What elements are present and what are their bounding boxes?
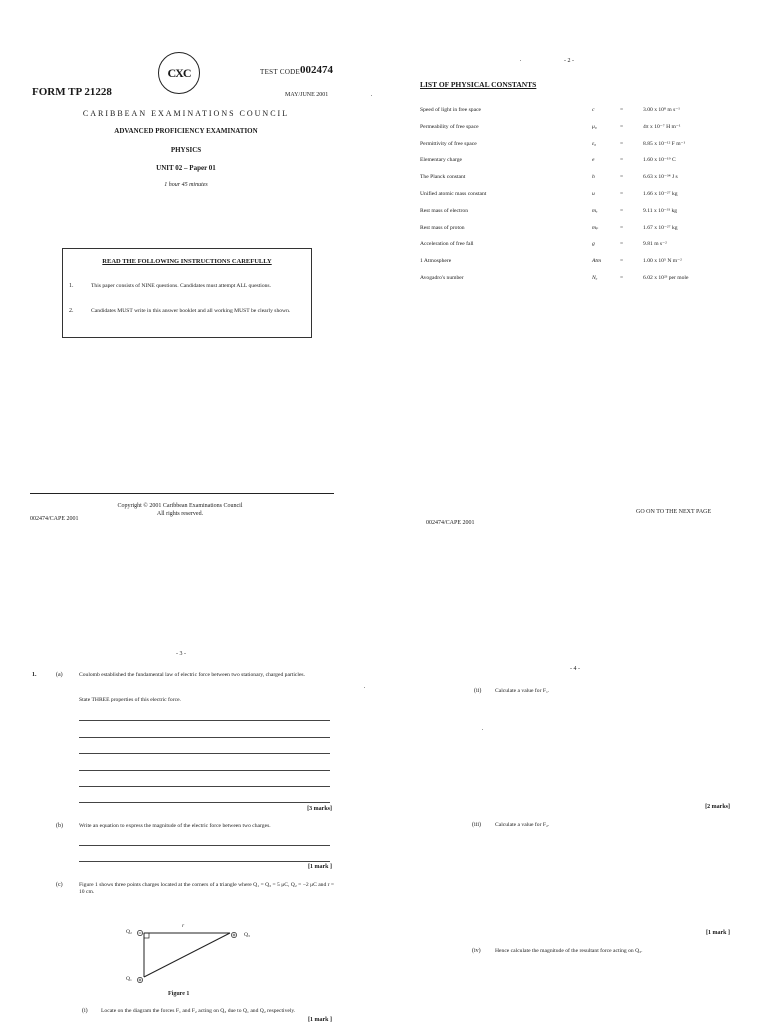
charge-q3-label: Q₃ — [244, 932, 250, 938]
exam-session: MAY/JUNE 2001 — [285, 92, 329, 98]
constant-value: 1.00 x 10⁵ N m⁻² — [643, 258, 682, 264]
charge-q1-label: Q₁ — [126, 976, 132, 982]
triangle-hypotenuse — [144, 933, 230, 977]
footer-code: 002474/CAPE 2001 — [30, 516, 79, 522]
equals-sign: = — [620, 124, 624, 130]
constant-name: Speed of light in free space — [420, 107, 482, 113]
equals-sign: = — [620, 174, 624, 180]
answer-line[interactable] — [79, 786, 330, 787]
rights-line: All rights reserved. — [156, 511, 204, 517]
cxc-logo: CXC — [158, 52, 200, 94]
subject-title: PHYSICS — [170, 146, 202, 154]
part-a-text: Coulomb established the fundamental law of electric force between two stationary, charged particles. — [79, 672, 305, 678]
part-cii-label: (ii) — [474, 688, 482, 694]
constant-symbol: Nₐ — [592, 275, 598, 281]
constant-name: Elementary charge — [420, 157, 462, 163]
right-angle-marker — [144, 933, 149, 938]
instructions-heading: READ THE FOLLOWING INSTRUCTIONS CAREFULLY — [102, 258, 272, 265]
constant-value: 1.67 x 10⁻²⁷ kg — [643, 225, 678, 231]
constant-name: Permeability of free space — [420, 124, 479, 130]
constant-value: 8.85 x 10⁻¹² F m⁻¹ — [643, 141, 686, 147]
constant-name: Rest mass of proton — [420, 225, 465, 231]
equals-sign: = — [620, 208, 624, 214]
question-number: 1. — [32, 672, 37, 678]
marks-allocation: [2 marks] — [705, 804, 730, 810]
part-a-prompt: State THREE properties of this electric force. — [79, 697, 181, 703]
constant-name: Avogadro's number — [420, 275, 464, 281]
test-code: 002474 — [300, 64, 333, 76]
part-civ-label: (iv) — [472, 948, 481, 954]
scan-speck — [364, 687, 365, 688]
answer-line[interactable] — [79, 737, 330, 738]
equals-sign: = — [620, 275, 624, 281]
constant-name: Permittivity of free space — [420, 141, 477, 147]
instruction-text: This paper consists of NINE questions. Candidates must attempt ALL questions. — [91, 283, 272, 289]
equals-sign: = — [620, 107, 624, 113]
answer-line[interactable] — [79, 720, 330, 721]
scan-speck — [482, 729, 483, 730]
constant-value: 9.81 m s⁻² — [643, 241, 667, 247]
unit-paper: UNIT 02 – Paper 01 — [156, 164, 216, 172]
part-ciii-text: Calculate a value for F₂. — [495, 822, 550, 828]
distance-r-label: r — [182, 923, 185, 929]
cover-page — [0, 0, 384, 517]
equals-sign: = — [620, 258, 624, 264]
scan-speck — [520, 60, 521, 61]
marks-allocation: [1 mark ] — [308, 864, 332, 870]
constant-symbol: ε₀ — [592, 141, 597, 147]
constant-symbol: μ₀ — [592, 124, 597, 130]
constant-symbol: u — [592, 191, 595, 197]
test-code-label: TEST CODE — [260, 68, 301, 76]
equals-sign: = — [620, 191, 624, 197]
constant-value: 1.60 x 10⁻¹⁹ C — [643, 157, 676, 163]
page-number: - 2 - — [564, 58, 574, 64]
part-a-label: (a) — [56, 672, 63, 678]
answer-line[interactable] — [79, 861, 330, 862]
constant-symbol: e — [592, 157, 595, 163]
constant-name: The Planck constant — [420, 174, 466, 180]
instruction-number: 1. — [69, 283, 74, 289]
equals-sign: = — [620, 157, 624, 163]
part-c-label: (c) — [56, 882, 63, 888]
part-c-text: Figure 1 shows three points charges located at the corners of a triangle where Q₁ = Q₃ = 5 μC, Q₂ = −2 μC and r = 10 cm. — [79, 882, 335, 895]
constant-value: 3.00 x 10⁸ m s⁻¹ — [643, 107, 680, 113]
figure-caption: Figure 1 — [168, 991, 190, 997]
constant-name: 1 Atmosphere — [420, 258, 452, 264]
constants-page — [384, 0, 768, 526]
constant-symbol: mₚ — [592, 225, 599, 231]
part-b-text: Write an equation to express the magnitude of the electric force between two charges. — [79, 823, 271, 829]
constant-value: 6.02 x 10²³ per mole — [643, 275, 689, 281]
charge-q2-label: Q₂ — [126, 929, 132, 935]
answer-line[interactable] — [79, 845, 330, 846]
footer-rule — [30, 493, 334, 494]
answer-line[interactable] — [79, 770, 330, 771]
equals-sign: = — [620, 141, 624, 147]
constant-value: 9.11 x 10⁻³¹ kg — [643, 208, 678, 214]
page-number: - 3 - — [176, 651, 186, 657]
part-b-label: (b) — [56, 823, 63, 829]
instructions-box — [62, 248, 312, 338]
exam-title: ADVANCED PROFICIENCY EXAMINATION — [114, 127, 258, 135]
part-cii-text: Calculate a value for F₁. — [495, 688, 550, 694]
marks-allocation: [1 mark ] — [706, 930, 730, 936]
marks-allocation: [3 marks] — [307, 806, 332, 812]
scan-speck — [371, 95, 372, 96]
question-page-3 — [0, 512, 384, 1024]
constant-symbol: mₑ — [592, 208, 598, 214]
constant-value: 4π x 10⁻⁷ H m⁻¹ — [643, 124, 681, 130]
part-ciii-label: (iii) — [472, 822, 481, 828]
instruction-number: 2. — [69, 308, 74, 314]
footer-code: 002474/CAPE 2001 — [426, 520, 475, 526]
constant-value: 6.63 x 10⁻³⁴ J s — [643, 174, 678, 180]
council-name: CARIBBEAN EXAMINATIONS COUNCIL — [82, 109, 290, 118]
constant-name: Unified atomic mass constant — [420, 191, 487, 197]
question-page-4 — [384, 512, 768, 1024]
part-ci-text: Locate on the diagram the forces F₁ and F₂ acting on Q₃ due to Q₁ and Q₂ respectively. — [101, 1008, 296, 1014]
copyright-line: Copyright © 2001 Caribbean Examinations Council — [117, 503, 243, 509]
constant-symbol: g — [592, 241, 595, 247]
answer-line[interactable] — [79, 753, 330, 754]
equals-sign: = — [620, 225, 624, 231]
constant-name: Rest mass of electron — [420, 208, 469, 214]
constant-symbol: Atm — [592, 258, 602, 264]
constant-symbol: h — [592, 174, 595, 180]
equals-sign: = — [620, 241, 624, 247]
go-next-page: GO ON TO THE NEXT PAGE — [636, 509, 712, 515]
constant-symbol: c — [592, 107, 595, 113]
constant-name: Acceleration of free fall — [420, 241, 474, 247]
form-number: FORM TP 21228 — [32, 86, 112, 98]
part-ci-label: (i) — [82, 1008, 88, 1014]
instruction-text: Candidates MUST write in this answer booklet and all working MUST be clearly shown. — [91, 308, 291, 314]
answer-line[interactable] — [79, 802, 330, 803]
constant-value: 1.66 x 10⁻²⁷ kg — [643, 191, 678, 197]
constants-title: LIST OF PHYSICAL CONSTANTS — [420, 80, 537, 89]
part-civ-text: Hence calculate the magnitude of the resultant force acting on Q₃. — [495, 948, 643, 954]
exam-duration: 1 hour 45 minutes — [164, 182, 208, 188]
page-number: - 4 - — [570, 666, 580, 672]
marks-allocation: [1 mark ] — [308, 1017, 332, 1023]
